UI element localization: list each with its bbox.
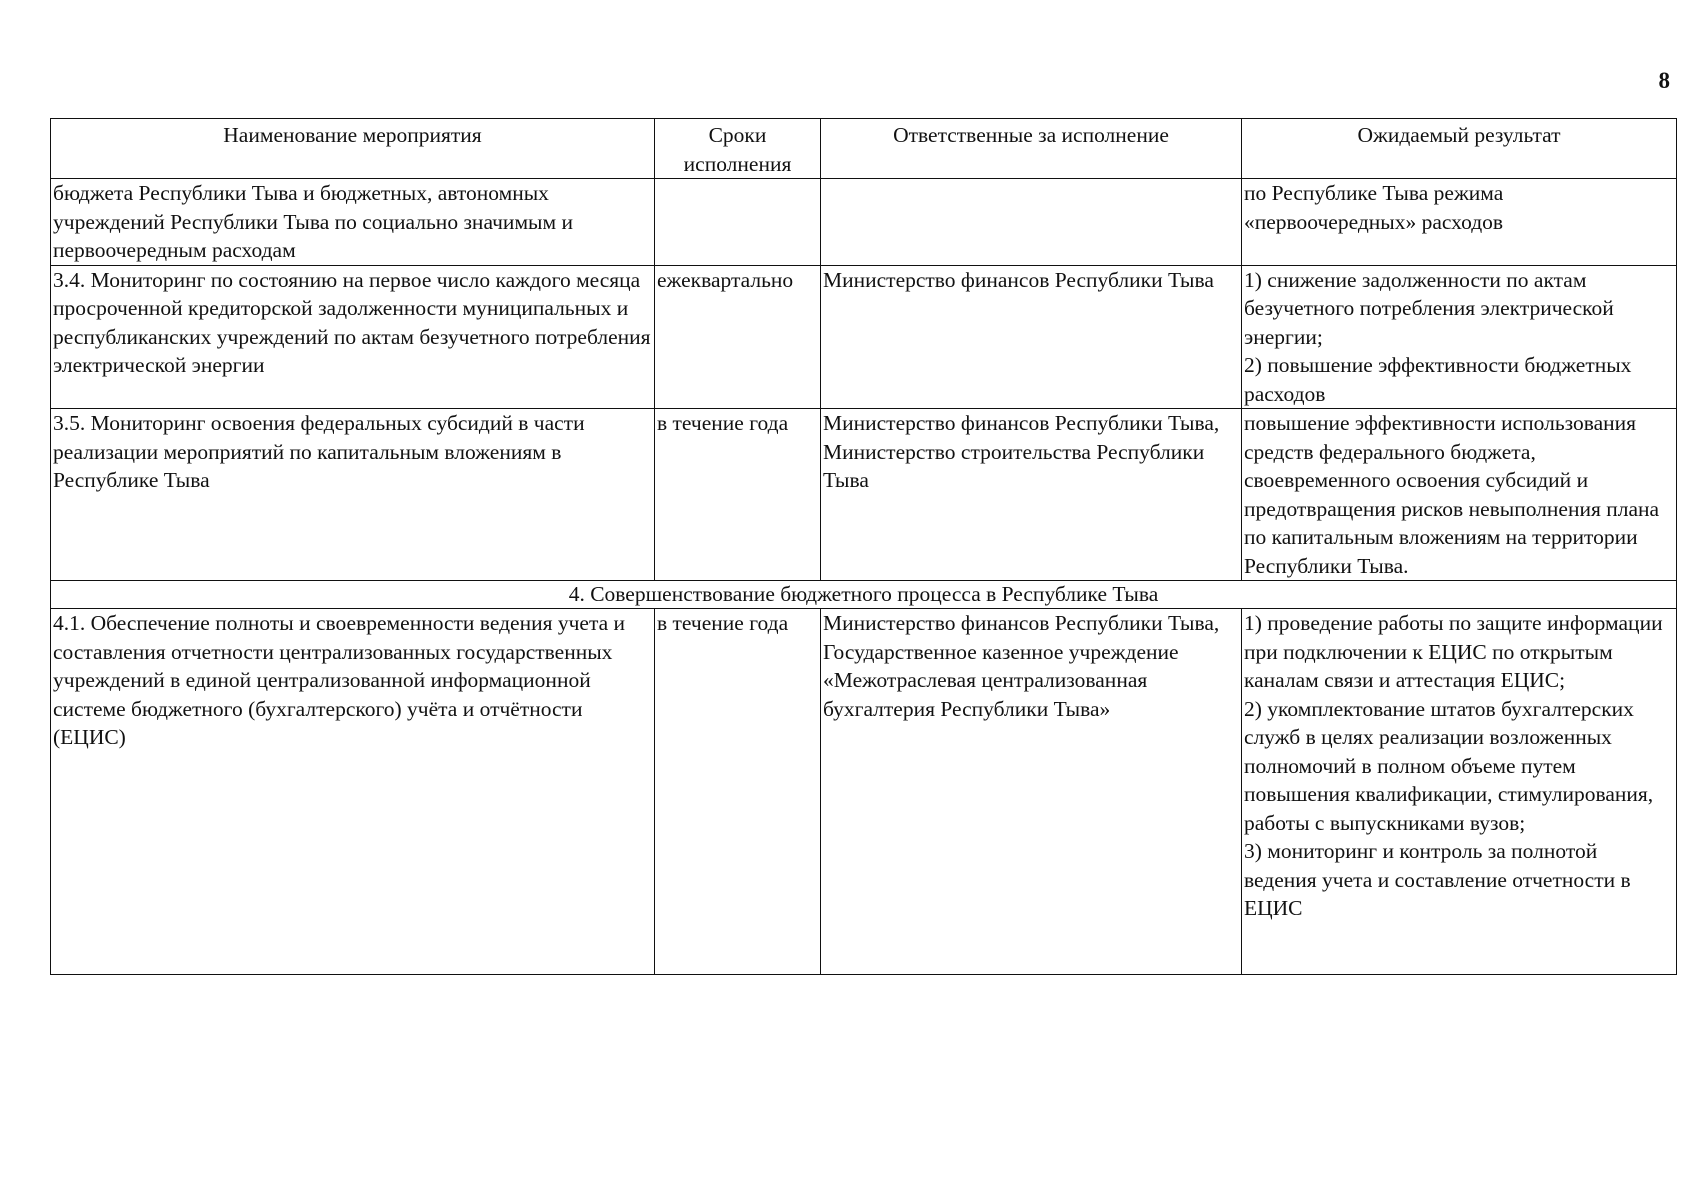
event-name-cell: 4.1. Обеспечение полноты и своевременности ведения учета и составления отчетности централизованных государственных учреждений в единой централизованной информационной системе бюджетного (бухгалтерского) учёта и отчётности (ЕЦИС) [51, 609, 655, 975]
header-event-name: Наименование мероприятия [51, 119, 655, 179]
responsible-cell: Министерство финансов Республики Тыва, Государственное казенное учреждение «Межотраслевая централизованная бухгалтерия Республики Тыва» [821, 609, 1242, 975]
result-item: 1) проведение работы по защите информации при подключении к ЕЦИС по открытым каналам связи и аттестация ЕЦИС; [1244, 611, 1663, 692]
expected-result-cell: по Республике Тыва режима «первоочередных» расходов [1242, 179, 1677, 266]
expected-result-cell [1242, 265, 1677, 409]
expected-result-cell [1242, 609, 1677, 975]
event-name-cell: 3.4. Мониторинг по состоянию на первое число каждого месяца просроченной кредиторской задолженности муниципальных и республиканских учреждений по актам безучетного потребления электрической энергии [51, 265, 655, 409]
header-deadline: Сроки исполнения [655, 119, 821, 179]
responsible-cell [821, 179, 1242, 266]
deadline-cell: ежеквартально [655, 265, 821, 409]
result-item: 3) мониторинг и контроль за полнотой ведения учета и составление отчетности в ЕЦИС [1244, 839, 1631, 920]
section-header-row [51, 581, 1677, 609]
responsible-cell: Министерство финансов Республики Тыва [821, 265, 1242, 409]
header-responsible: Ответственные за исполнение [821, 119, 1242, 179]
result-item: 2) укомплектование штатов бухгалтерских служб в целях реализации возложенных полномочий в полном объеме путем повышения квалификации, стимулирования, работы с выпускниками вузов; [1244, 696, 1654, 835]
event-name-cell: бюджета Республики Тыва и бюджетных, автономных учреждений Республики Тыва по социально значимым и первоочередным расходам [51, 179, 655, 266]
page-number: 8 [1658, 68, 1670, 93]
deadline-cell [655, 179, 821, 266]
expected-result-cell: повышение эффективности использования средств федерального бюджета, своевременного освоения субсидий и предотвращения рисков невыполнения плана по капитальным вложениям на территории Республики Тыва. [1242, 409, 1677, 581]
action-plan-table [50, 118, 1677, 975]
table-row [51, 409, 1677, 581]
deadline-cell: в течение года [655, 409, 821, 581]
table-header-row [51, 119, 1677, 179]
deadline-cell: в течение года [655, 609, 821, 975]
section-title: 4. Совершенствование бюджетного процесса в Республике Тыва [51, 581, 1677, 609]
event-name-cell: 3.5. Мониторинг освоения федеральных субсидий в части реализации мероприятий по капитальным вложениям в Республике Тыва [51, 409, 655, 581]
responsible-cell: Министерство финансов Республики Тыва, Министерство строительства Республики Тыва [821, 409, 1242, 581]
result-item: 2) повышение эффективности бюджетных расходов [1244, 353, 1632, 406]
result-item: 1) снижение задолженности по актам безучетного потребления электрической энергии; [1244, 267, 1614, 349]
table-row [51, 179, 1677, 266]
header-expected-result: Ожидаемый результат [1242, 119, 1677, 179]
table-row [51, 609, 1677, 975]
table-row [51, 265, 1677, 409]
